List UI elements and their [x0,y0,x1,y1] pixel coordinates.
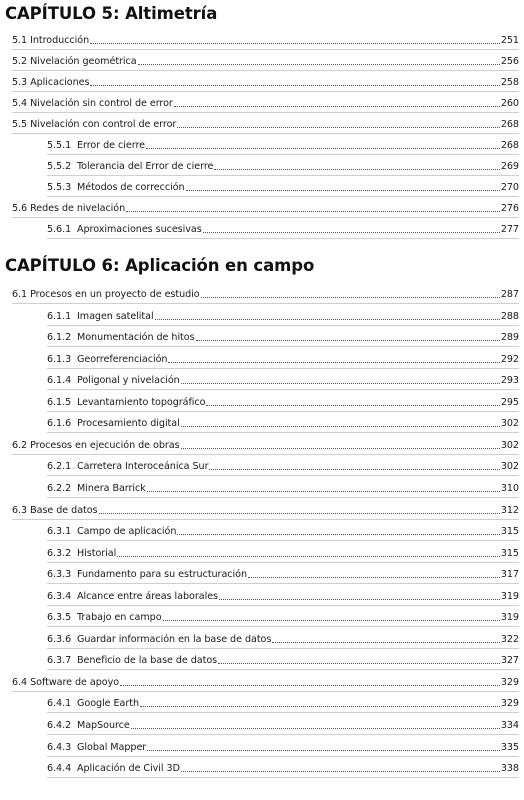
dot-leader [214,169,499,170]
dot-leader [147,750,500,751]
dot-leader [181,448,500,449]
dot-leader [90,43,500,44]
toc-subsection-entry [47,653,519,670]
toc-entry-number: 5.5.3 [47,182,72,193]
toc-entry-title: 5.6 Redes de nivelación [12,203,126,214]
toc-section-entry [12,503,519,520]
toc-subsection-entry [47,395,519,412]
toc-entry-page-number: 292 [500,353,519,365]
toc-entry-title: Minera Barrick [77,482,146,494]
toc-entry-title: Poligonal y nivelación [77,375,180,387]
toc-subsection-entry [47,373,519,390]
toc-entry-page-number: 268 [500,140,519,151]
dot-leader [168,362,499,363]
toc-entry-number: 6.4.2 [47,720,72,731]
toc-section-entry [12,287,519,304]
toc-entry-title: Tolerancia del Error de cierre [77,161,214,172]
dot-leader [196,340,500,341]
toc-entry-title: 6.1 Procesos en un proyecto de estudio [12,289,200,300]
toc-entry-page-number: 270 [500,182,519,193]
toc-entry-number: 6.3.3 [47,569,72,581]
toc-entry-title: Monumentación de hitos [77,332,195,344]
dot-leader [181,771,500,772]
toc-entry-title: Aplicación de Civil 3D [77,763,180,775]
dot-leader [140,706,500,707]
toc-entry-title: Alcance entre áreas laborales [77,590,219,602]
toc-entry-page-number: 302 [500,461,519,473]
toc-entry-title: 6.4 Software de apoyo [12,676,120,688]
toc-subsection-entry [47,138,519,155]
dot-leader [131,728,500,729]
dot-leader [177,127,500,128]
toc-entry-number: 6.4.3 [47,741,72,753]
toc-entry-title: 5.4 Nivelación sin control de error [12,98,173,109]
toc-entry-number: 6.3.2 [47,547,72,559]
dot-leader [99,513,500,514]
toc-subsection-entry [47,718,519,735]
toc-subsection-entry [47,459,519,476]
toc-entry-title: 5.5 Nivelación con control de error [12,119,177,130]
toc-entry-number: 6.1.2 [47,332,72,344]
toc-subsection-entry [47,524,519,541]
toc-entry-page-number: 312 [500,504,519,516]
toc-entry-page-number: 256 [500,56,519,67]
toc-entry-title: Error de cierre [77,140,145,151]
toc-entry-title: Imagen satelital [77,310,154,322]
toc-entry-number: 5.5.1 [47,140,72,151]
toc-entry-title: 5.3 Aplicaciones [12,77,90,88]
toc-entry-title: Carretera Interoceánica Sur [77,461,209,473]
toc-entry-title: Google Earth [77,698,140,710]
toc-entry-page-number: 329 [500,676,519,688]
toc-entry-title: Global Mapper [77,741,147,753]
dot-leader [272,642,500,643]
toc-entry-page-number: 317 [500,569,519,581]
toc-entry-page-number: 258 [500,77,519,88]
dot-leader [147,491,500,492]
toc-entry-page-number: 288 [500,310,519,322]
dot-leader [90,85,499,86]
toc-subsection-entry [47,180,519,197]
toc-entry-number: 6.4.1 [47,698,72,710]
toc-entry-page-number: 329 [500,698,519,710]
toc-entry-number: 6.3.5 [47,612,72,624]
toc-entry-page-number: 334 [500,720,519,731]
toc-entry-page-number: 302 [500,439,519,451]
chapter-5-title: CAPÍTULO 5: Altimetría [5,4,218,23]
dot-leader [186,190,500,191]
toc-entry-title: Trabajo en campo [77,612,162,624]
toc-entry-page-number: 260 [500,98,519,109]
toc-entry-page-number: 302 [500,418,519,430]
toc-entry-number: 6.3.1 [47,526,72,538]
toc-entry-page-number: 327 [500,655,519,667]
toc-subsection-entry [47,330,519,347]
toc-subsection-entry [47,352,519,369]
toc-entry-number: 6.3.4 [47,590,72,602]
toc-subsection-entry [47,222,519,239]
toc-subsection-entry [47,589,519,606]
toc-subsection-entry [47,481,519,498]
toc-entry-number: 6.1.1 [47,310,72,322]
toc-entry-title: Fundamento para su estructuración [77,569,247,581]
toc-subsection-entry [47,567,519,584]
toc-entry-page-number: 335 [500,741,519,753]
toc-section-entry [12,675,519,692]
toc-entry-page-number: 268 [500,119,519,130]
toc-entry-title: Beneficio de la base de datos [77,655,218,667]
dot-leader [174,106,500,107]
toc-entry-title: Campo de aplicación [77,526,177,538]
toc-entry-page-number: 319 [500,612,519,624]
dot-leader [126,211,500,212]
chapter-6-title: CAPÍTULO 6: Aplicación en campo [5,256,315,275]
dot-leader [155,319,500,320]
toc-entry-page-number: 277 [500,224,519,235]
toc-entry-title: Procesamiento digital [77,418,180,430]
toc-entry-number: 6.2.2 [47,482,72,494]
dot-leader [206,405,499,406]
toc-entry-page-number: 293 [500,375,519,387]
toc-entry-page-number: 315 [500,526,519,538]
toc-subsection-entry [47,546,519,563]
toc-section-entry [12,438,519,455]
toc-entry-title: Guardar información en la base de datos [77,633,272,645]
toc-subsection-entry [47,740,519,757]
dot-leader [201,297,500,298]
toc-subsection-entry [47,761,519,778]
toc-entry-number: 5.5.2 [47,161,72,172]
toc-entry-number: 6.1.4 [47,375,72,387]
toc-entry-number: 5.6.1 [47,224,72,235]
toc-section-entry [12,96,519,113]
dot-leader [181,426,500,427]
toc-entry-title: 5.2 Nivelación geométrica [12,56,137,67]
dot-leader [181,383,500,384]
dot-leader [248,577,500,578]
toc-entry-number: 6.1.6 [47,418,72,430]
toc-entry-title: MapSource [77,720,130,731]
toc-entry-title: 6.3 Base de datos [12,504,98,516]
toc-entry-page-number: 269 [500,161,519,172]
toc-entry-number: 6.3.6 [47,633,72,645]
toc-entry-number: 6.1.3 [47,353,72,365]
dot-leader [209,469,499,470]
dot-leader [163,620,500,621]
toc-entry-title: Aproximaciones sucesivas [77,224,202,235]
toc-entry-title: Levantamiento topográfico [77,396,206,408]
toc-entry-page-number: 276 [500,203,519,214]
dot-leader [177,534,499,535]
toc-entry-page-number: 251 [500,35,519,46]
toc-entry-title: 6.2 Procesos en ejecución de obras [12,439,180,451]
toc-entry-title: Historial [77,547,117,559]
toc-subsection-entry [47,696,519,713]
toc-entry-title: Métodos de corrección [77,182,185,193]
dot-leader [117,556,500,557]
toc-entry-page-number: 322 [500,633,519,645]
toc-section-entry [12,117,519,134]
toc-section-entry [12,33,519,50]
toc-subsection-entry [47,416,519,433]
dot-leader [138,64,500,65]
toc-entry-page-number: 295 [500,396,519,408]
toc-entry-number: 6.1.5 [47,396,72,408]
dot-leader [218,663,500,664]
toc-subsection-entry [47,632,519,649]
toc-entry-number: 6.4.4 [47,763,72,775]
dot-leader [203,232,500,233]
toc-entry-page-number: 287 [500,289,519,300]
toc-entry-page-number: 289 [500,332,519,344]
toc-section-entry [12,75,519,92]
toc-section-entry [12,201,519,218]
toc-entry-number: 6.2.1 [47,461,72,473]
toc-entry-page-number: 338 [500,763,519,775]
dot-leader [120,685,500,686]
toc-entry-page-number: 315 [500,547,519,559]
dot-leader [219,599,500,600]
toc-section-entry [12,54,519,71]
toc-entry-title: 5.1 Introducción [12,35,90,46]
toc-entry-number: 6.3.7 [47,655,72,667]
toc-subsection-entry [47,159,519,176]
toc-entry-page-number: 310 [500,482,519,494]
toc-entry-page-number: 319 [500,590,519,602]
toc-subsection-entry [47,610,519,627]
toc-subsection-entry [47,309,519,326]
dot-leader [146,148,500,149]
toc-entry-title: Georreferenciación [77,353,168,365]
